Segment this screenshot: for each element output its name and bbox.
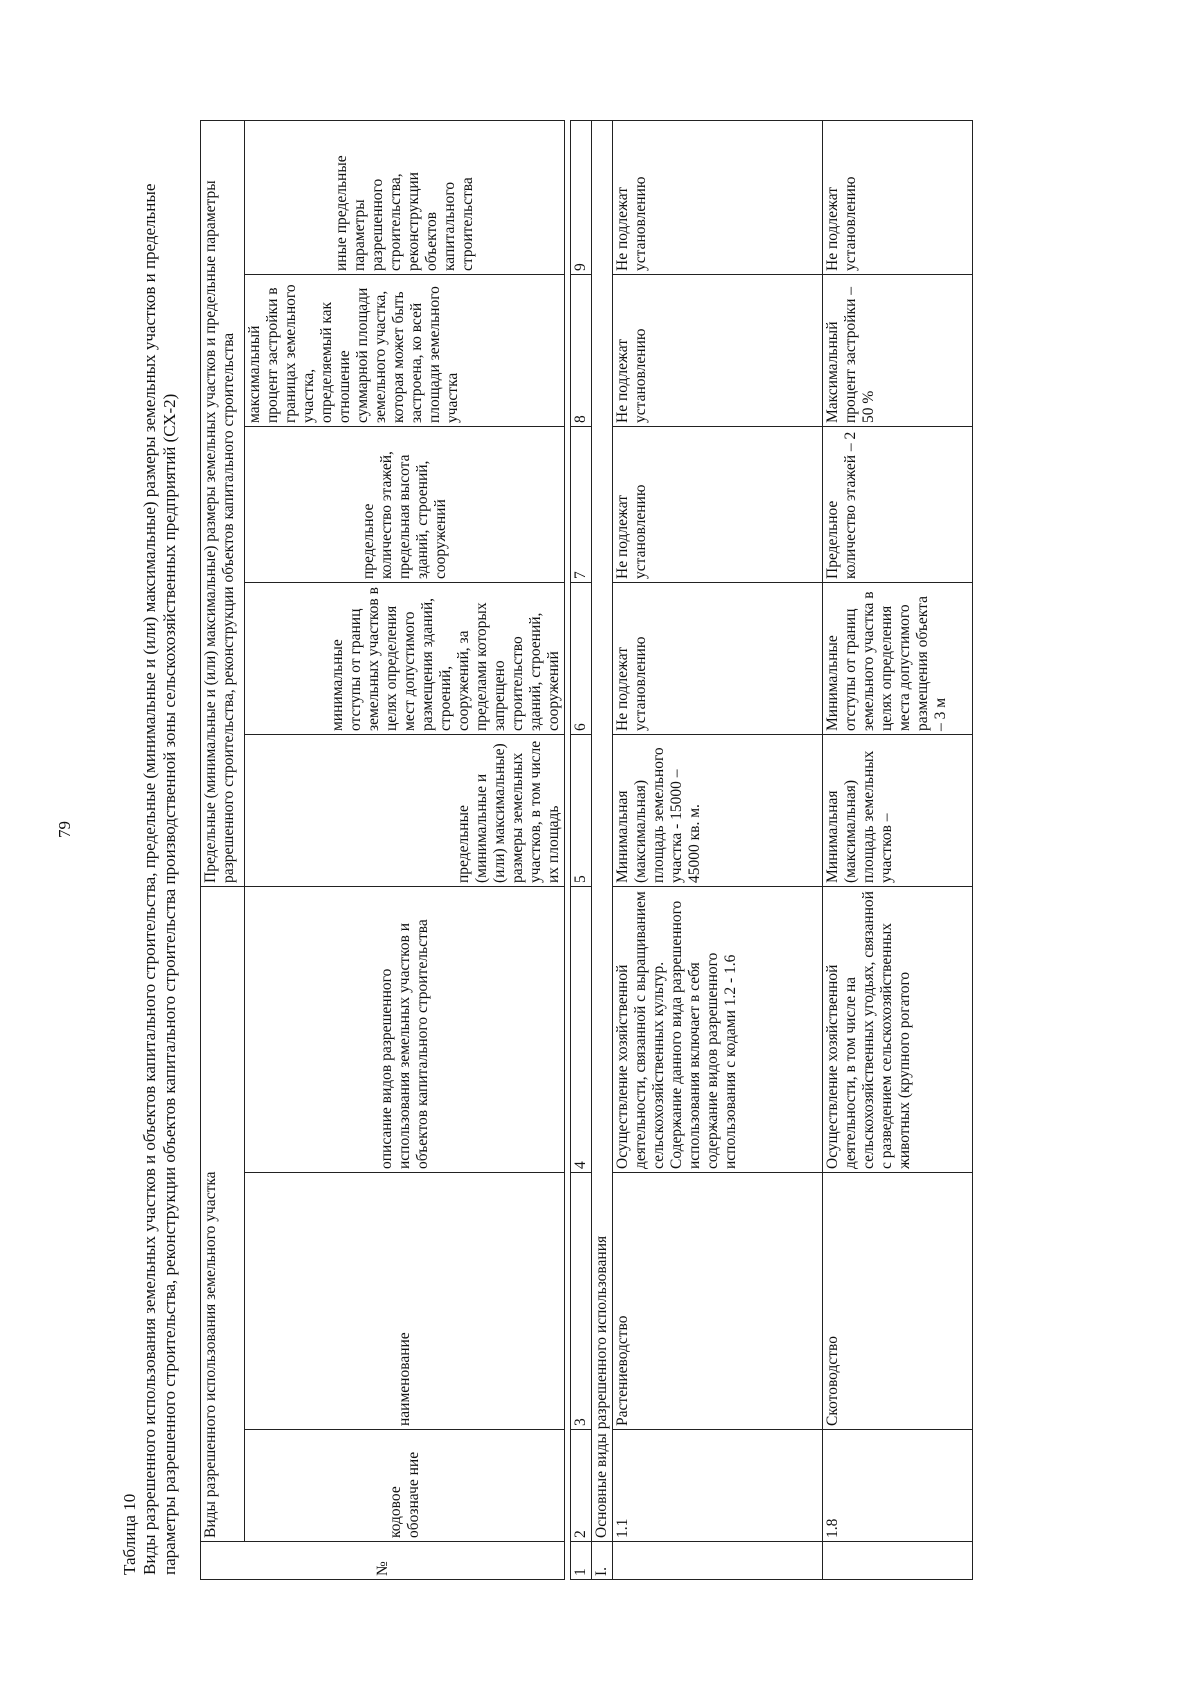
column-number: 8: [571, 275, 592, 427]
header-other: иные предельные параметры разрешенного строительства, реконструкции объектов капитального строительства: [245, 121, 565, 275]
header-group-row: [201, 121, 245, 1580]
row-num: [613, 1542, 823, 1580]
row-other: Не подлежат установлению: [823, 121, 973, 275]
row-num: [823, 1542, 973, 1580]
row-floors: Не подлежат установлению: [613, 427, 823, 583]
row-coverage: Максимальный процент застройки – 50 %: [823, 275, 973, 427]
rotated-page-content: [0, 110, 1200, 1630]
header-table: [200, 120, 565, 1580]
column-number: 4: [571, 887, 592, 1173]
table-row: [823, 121, 973, 1580]
row-setbacks: Не подлежат установлению: [613, 583, 823, 735]
table-label: Таблица 10: [120, 1493, 139, 1575]
column-number: 9: [571, 121, 592, 275]
row-description: Осуществление хозяйственной деятельности, в том числе на сельскохозяйственных угодьях, связанной с разведением сельскохозяйственных животных (крупного рогатого: [823, 887, 973, 1173]
row-description: Осуществление хозяйственной деятельности, связанной с выращиванием сельскохозяйственных культур. Содержание данного вида разрешенного использования включает в себя содержание видов разрешенного использования с кодами 1.2 - 1.6: [613, 887, 823, 1173]
header-description: описание видов разрешенного использования земельных участков и объектов капитального строительства: [245, 887, 565, 1173]
row-name: Растениеводство: [613, 1173, 823, 1430]
column-number: 6: [571, 583, 592, 735]
column-number: 2: [571, 1430, 592, 1542]
column-numbers-row: [571, 121, 592, 1580]
section-row: [592, 121, 613, 1580]
header-setbacks: минимальные отступы от границ земельных участков в целях определения мест допустимого размещения зданий, строений, сооружений, за пределами которых запрещено строительство зданий, строений, сооружений: [245, 583, 565, 735]
header-group-use: Виды разрешенного использования земельного участка: [201, 887, 245, 1542]
section-title: Основные виды разрешенного использования: [592, 121, 613, 1542]
row-area: Минимальная (максимальная) площадь земельного участка - 15000 – 45000 кв. м.: [613, 735, 823, 887]
header-code: кодовое обозначе ние: [245, 1430, 565, 1542]
section-number: I.: [592, 1542, 613, 1580]
header-floors: предельное количество этажей, предельная высота зданий, строений, сооружений: [245, 427, 565, 583]
header-area: предельные (минимальные и (или) максимальные) размеры земельных участков, в том числе их площадь: [245, 735, 565, 887]
header-coverage: максимальный процент застройки в границах земельного участка, определяемый как отношение суммарной площади земельного участка, которая может быть застроена, ко всей площади земельного участка: [245, 275, 565, 427]
row-area: Минимальная (максимальная) площадь земельных участков –: [823, 735, 973, 887]
body-table: [570, 120, 973, 1580]
row-name: Скотоводство: [823, 1173, 973, 1430]
header-column-row: [245, 121, 565, 1580]
column-number: 7: [571, 427, 592, 583]
row-setbacks: Минимальные отступы от границ земельного участка в целях определения места допустимого размещения объекта – 3 м: [823, 583, 973, 735]
page-number: 79: [55, 821, 74, 838]
table-row: [613, 121, 823, 1580]
header-group-params: Предельные (минимальные и (или) максимальные) размеры земельных участков и предельные параметры разрешенного строительства, реконструкции объектов капитального строительства: [201, 121, 245, 887]
header-num: №: [201, 1542, 565, 1580]
row-code: 1.8: [823, 1430, 973, 1542]
column-number: 1: [571, 1542, 592, 1580]
column-number: 3: [571, 1173, 592, 1430]
row-code: 1.1: [613, 1430, 823, 1542]
row-coverage: Не подлежат установлению: [613, 275, 823, 427]
column-number: 5: [571, 735, 592, 887]
table-title: Виды разрешенного использования земельных участков и объектов капитального строительства, предельные (минимальные и (или) максимальные) размеры земельных участков и предельные параметры разрешенного строительства, реконструкции объектов капитального строительства производственной зоны сельскохозяйственных предприятий (СХ-2): [140, 183, 179, 1575]
header-name: наименование: [245, 1173, 565, 1430]
row-floors: Предельное количество этажей – 2: [823, 427, 973, 583]
table-caption: [120, 125, 180, 1575]
row-other: Не подлежат установлению: [613, 121, 823, 275]
